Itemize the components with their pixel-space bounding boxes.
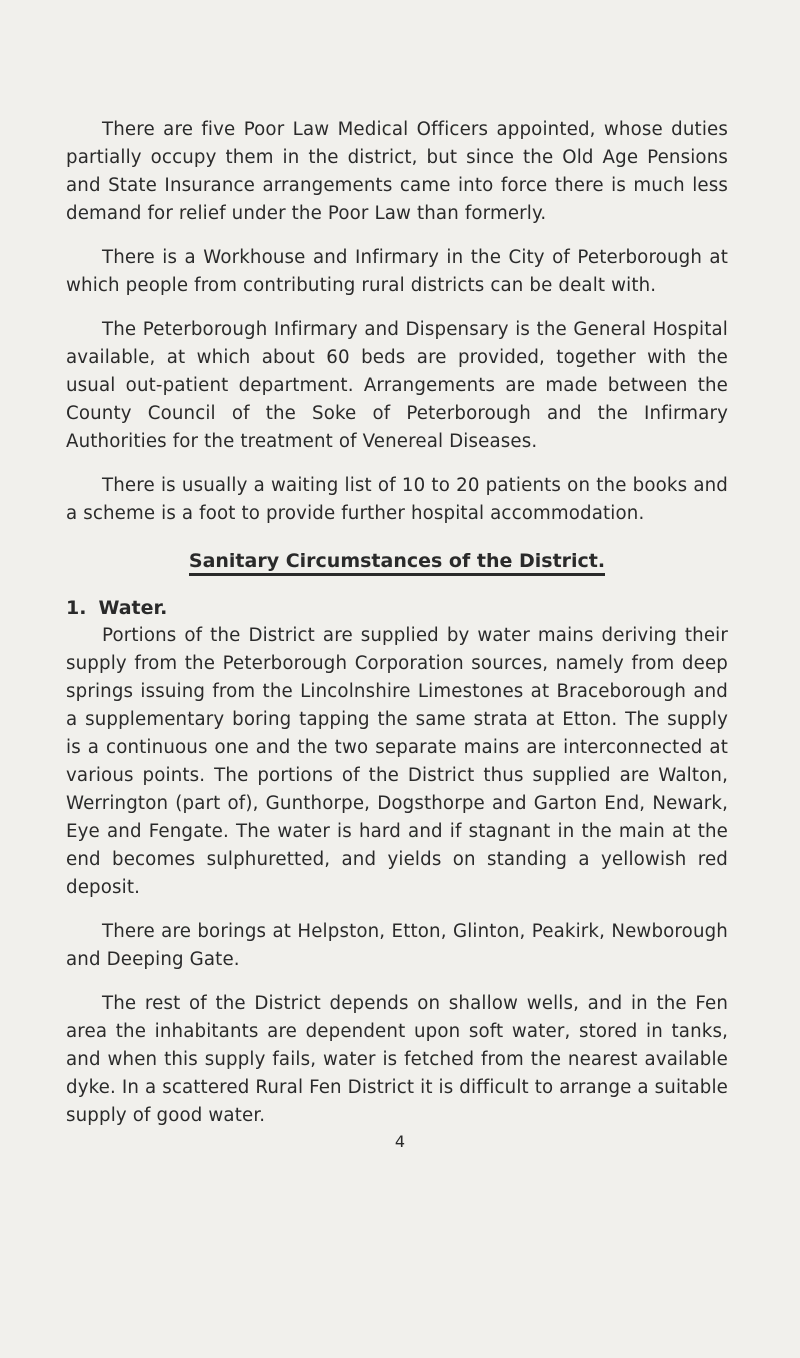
subsection-heading: [66, 594, 728, 622]
paragraph-poor-law-officers: There are five Poor Law Medical Officers appointed, whose duties partially occupy them in the district, but since the Old Age Pensions and State Insurance arrangements came into force there is much less demand for relief under the Poor Law than formerly.: [66, 119, 728, 224]
section-heading: [66, 550, 728, 572]
paragraph-workhouse: There is a Workhouse and Infirmary in the City of Peterborough at which people from contributing rural districts can be dealt with.: [66, 247, 728, 296]
document-page: [66, 116, 728, 1130]
paragraph-borings: There are borings at Helpston, Etton, Glinton, Peakirk, Newborough and Deeping Gate.: [66, 921, 728, 970]
subsection-number: 1.: [66, 597, 87, 619]
paragraph-waiting-list: There is usually a waiting list of 10 to 20 patients on the books and a scheme is a foot to provide further hospital accommodation.: [66, 475, 728, 524]
paragraph-infirmary: The Peterborough Infirmary and Dispensary is the General Hospital available, at which about 60 beds are provided, together with the usual out-patient department. Arrangements are made between the County Council of the Soke of Peterborough and the Infirmary Authorities for the treatment of Venereal Diseases.: [66, 319, 728, 452]
section-heading-text: Sanitary Circumstances of the District.: [189, 550, 605, 576]
paragraph-shallow-wells: The rest of the District depends on shallow wells, and in the Fen area the inhabitants are dependent upon soft water, stored in tanks, and when this supply fails, water is fetched from the nearest available dyke. In a scattered Rural Fen District it is difficult to arrange a suitable supply of good water.: [66, 993, 728, 1126]
subsection-title: Water.: [98, 597, 168, 619]
page-number: 4: [394, 1132, 406, 1151]
paragraph-water-supply: Portions of the District are supplied by water mains deriving their supply from the Peterborough Corporation sources, namely from deep springs issuing from the Lincolnshire Limestones at Braceborough and a supplementary boring tapping the same strata at Etton. The supply is a continuous one and the two separate mains are interconnected at various points. The portions of the District thus supplied are Walton, Werrington (part of), Gunthorpe, Dogsthorpe and Garton End, Newark, Eye and Fengate. The water is hard and if stagnant in the main at the end becomes sulphuretted, and yields on standing a yellowish red deposit.: [66, 625, 728, 898]
